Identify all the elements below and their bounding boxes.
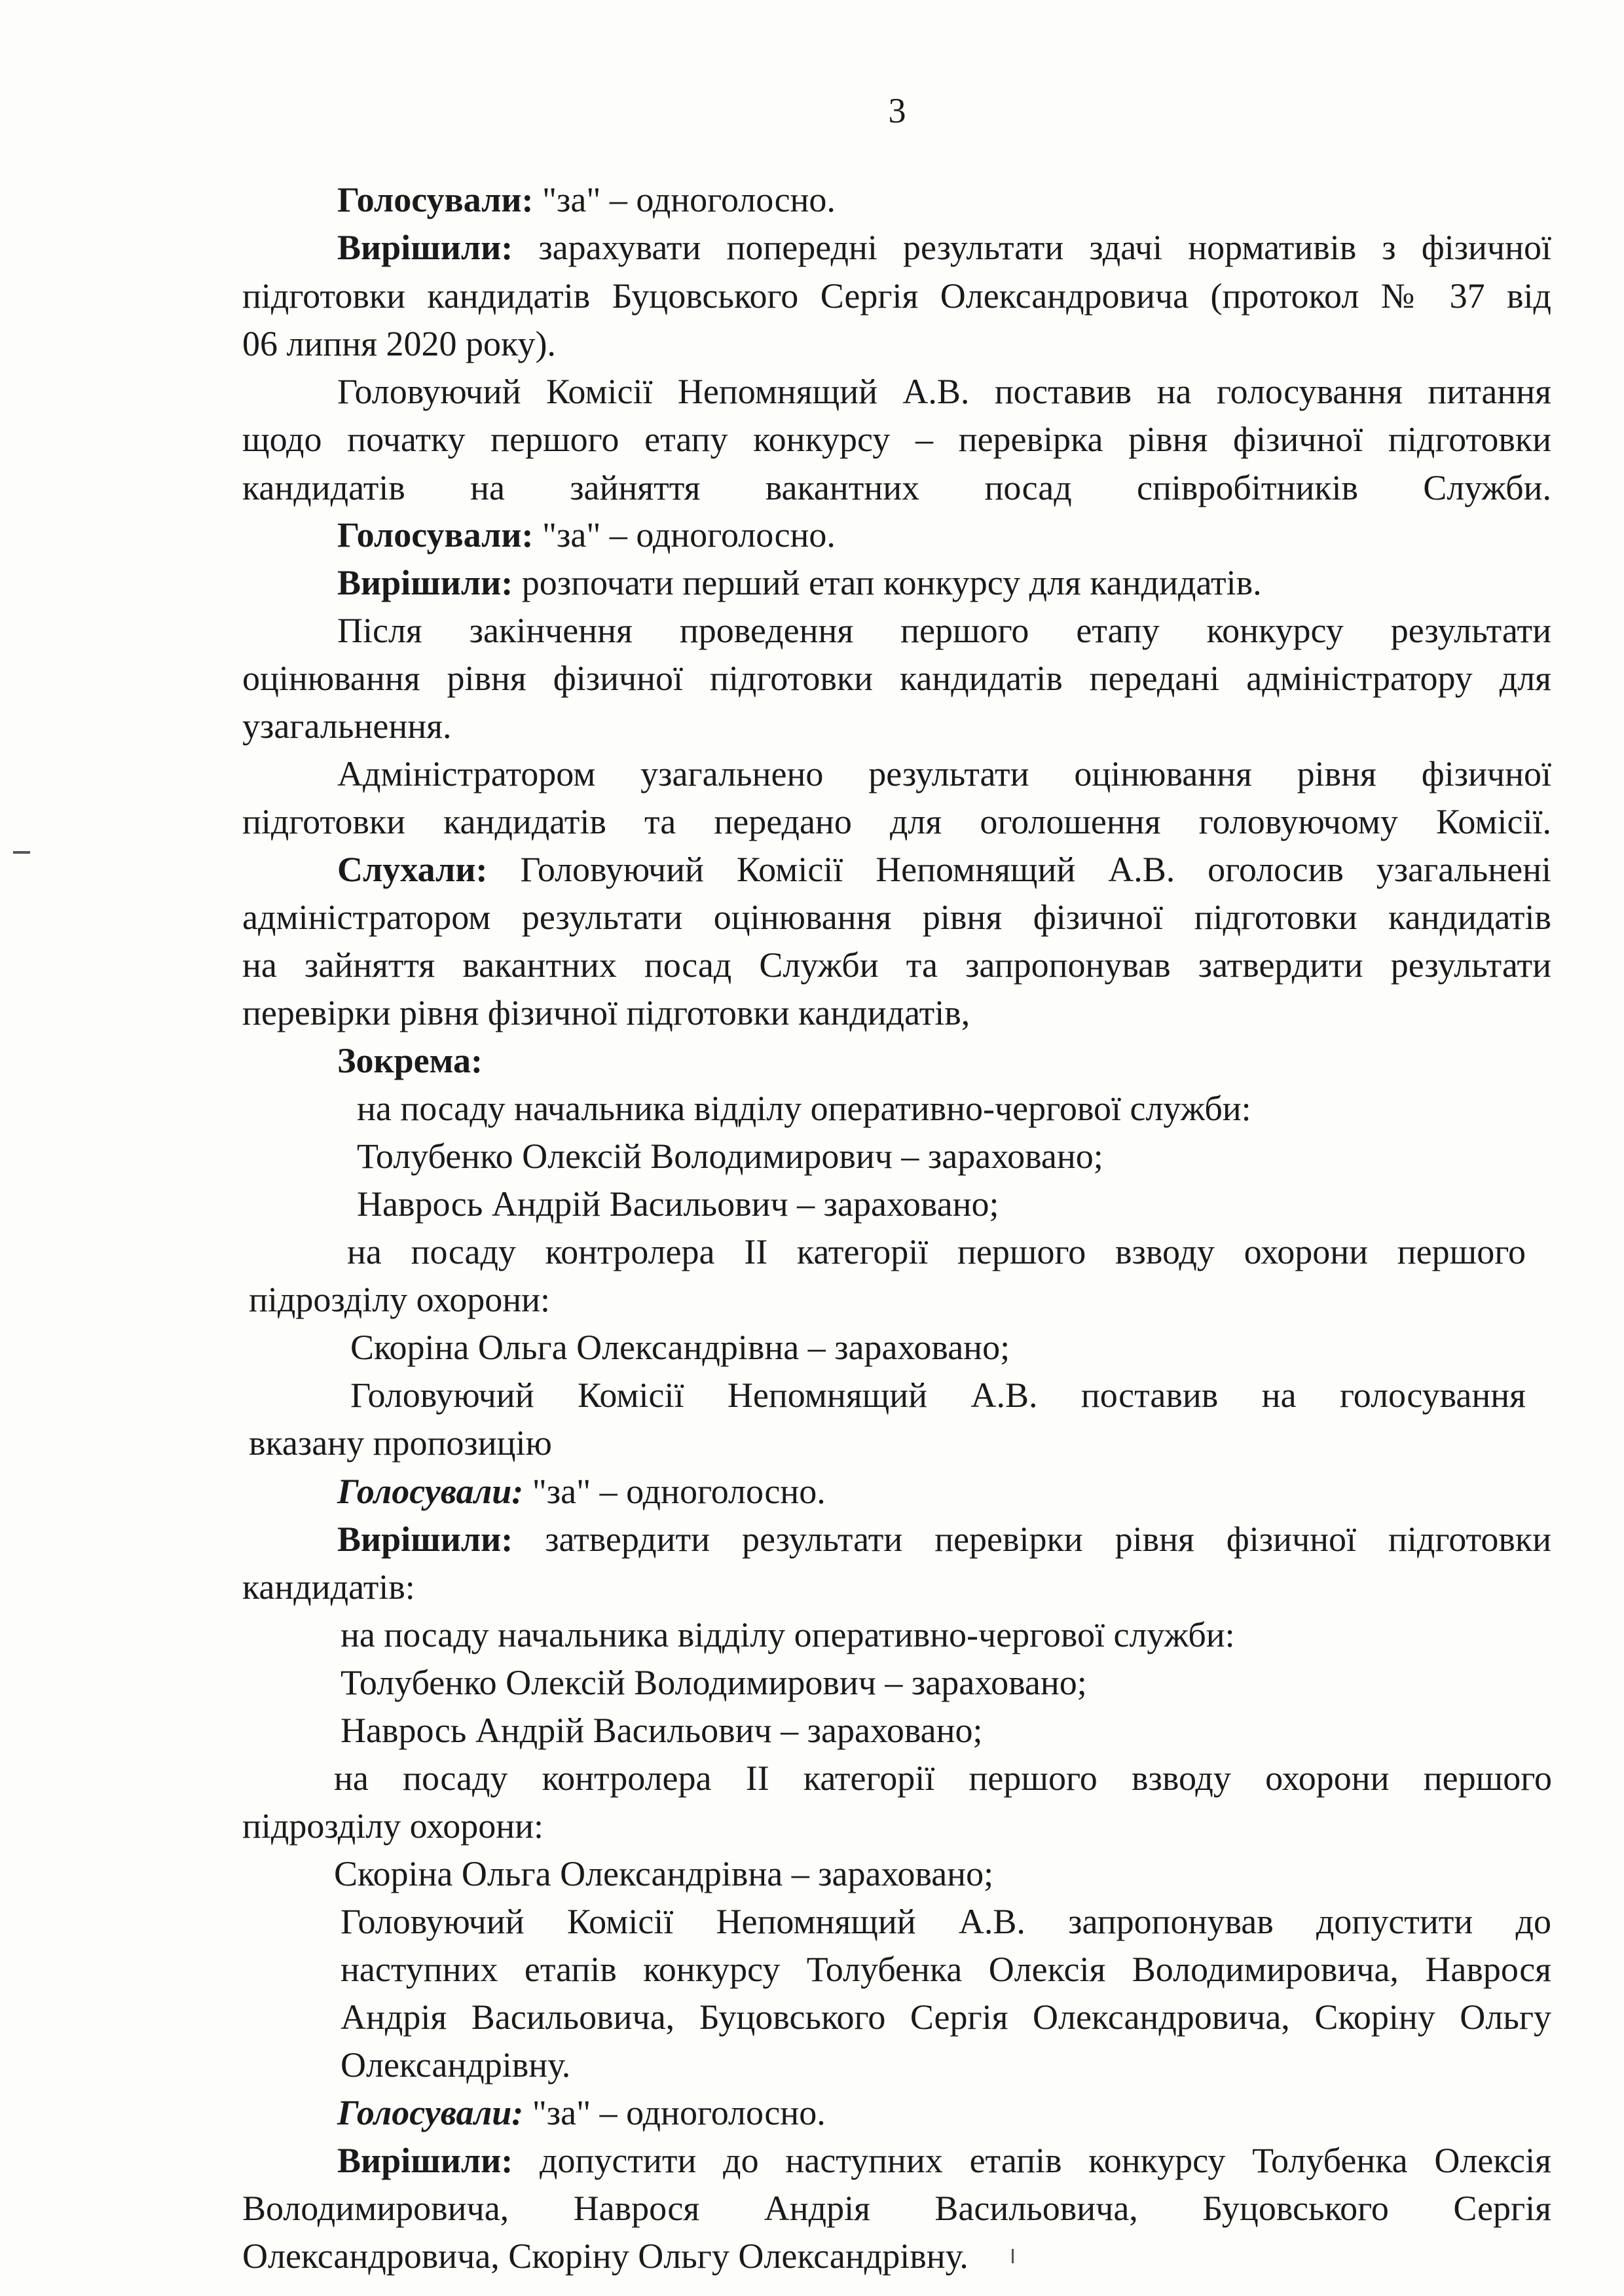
- text-line: [337, 367, 1551, 416]
- text-line: [242, 1563, 415, 1611]
- section-label: Голосували:: [337, 515, 534, 555]
- line-text: вказану пропозицію: [249, 1423, 552, 1463]
- text-line: [242, 702, 451, 750]
- section-label: Голосували:: [337, 2093, 524, 2132]
- text-line: [242, 797, 1551, 846]
- line-text: Толубенко Олексій Володимирович – зараховано;: [341, 1663, 1087, 1702]
- text-line: [357, 1132, 1103, 1180]
- line-text: Головуючий Комісії Непомнящий А.В. запропонував допустити до: [341, 1902, 1551, 1941]
- line-text: на посаду начальника відділу оперативно-чергової служби:: [357, 1089, 1251, 1128]
- text-line: [341, 1993, 1551, 2041]
- text-line: [337, 558, 1262, 607]
- section-label: Вирішили:: [337, 2141, 513, 2180]
- section-label: Слухали:: [337, 850, 488, 889]
- text-line: [337, 1467, 826, 1516]
- line-text: Скоріна Ольга Олександрівна – зараховано;: [350, 1328, 1010, 1367]
- text-line: [337, 223, 1551, 272]
- line-text: розпочати перший етап конкурсу для кандидатів.: [513, 563, 1262, 602]
- line-text: Толубенко Олексій Володимирович – зараховано;: [357, 1137, 1103, 1176]
- text-line: [350, 1371, 1526, 1419]
- line-text: Андрія Васильовича, Буцовського Сергія Олександровича, Скоріну Ольгу: [341, 1997, 1551, 2037]
- line-text: на зайняття вакантних посад Служби та запропонував затвердити результати: [242, 945, 1551, 985]
- scan-mark: [13, 851, 30, 854]
- text-line: [242, 989, 970, 1037]
- line-text: Головуючий Комісії Непомнящий А.В. поставив на голосування: [350, 1376, 1526, 1415]
- text-line: [337, 175, 836, 224]
- line-text: зарахувати попередні результати здачі нормативів з фізичної: [513, 228, 1551, 267]
- line-text: Скоріна Ольга Олександрівна – зараховано;: [334, 1854, 994, 1893]
- line-text: Після закінчення проведення першого етапу конкурсу результати: [337, 611, 1551, 650]
- text-line: [347, 1228, 1526, 1276]
- text-line: [242, 654, 1551, 702]
- line-text: на посаду контролера II категорії першого взводу охорони першого: [347, 1232, 1526, 1271]
- line-text: перевірки рівня фізичної підготовки кандидатів,: [242, 993, 970, 1032]
- section-label: Вирішили:: [337, 563, 513, 602]
- section-label: Вирішили:: [337, 1520, 513, 1559]
- line-text: наступних етапів конкурсу Толубенка Олексія Володимировича, Наврося: [341, 1950, 1551, 1989]
- section-label: Зокрема:: [337, 1041, 483, 1080]
- line-text: кандидатів:: [242, 1567, 415, 1607]
- text-line: [242, 893, 1551, 941]
- line-text: підготовки кандидатів та передано для оголошення головуючому Комісії.: [242, 802, 1551, 841]
- text-line: [337, 2136, 1551, 2185]
- line-text: "за" – одноголосно.: [533, 515, 836, 555]
- text-line: [337, 2088, 826, 2137]
- line-text: щодо початку першого етапу конкурсу – перевірка рівня фізичної підготовки: [242, 420, 1551, 459]
- text-line: [337, 606, 1551, 655]
- line-text: Володимировича, Наврося Андрія Васильовича, Буцовського Сергія: [242, 2189, 1551, 2228]
- text-line: [350, 1323, 1010, 1372]
- line-text: затвердити результати перевірки рівня фізичної підготовки: [513, 1520, 1551, 1559]
- line-text: Головуючий Комісії Непомнящий А.В. поставив на голосування питання: [337, 372, 1551, 411]
- line-text: Олександрівну.: [341, 2045, 571, 2085]
- line-text: Адміністратором узагальнено результати оцінювання рівня фізичної: [337, 754, 1551, 793]
- section-label: Голосували:: [337, 180, 534, 219]
- line-text: узагальнення.: [242, 706, 452, 746]
- section-label: Голосували:: [337, 1472, 524, 1511]
- text-line: [337, 511, 836, 559]
- line-text: підготовки кандидатів Буцовського Сергія Олександровича (протокол № 37 від: [242, 276, 1551, 316]
- text-line: [341, 1611, 1235, 1659]
- line-text: адміністратором результати оцінювання рівня фізичної підготовки кандидатів: [242, 898, 1551, 937]
- text-line: [242, 2184, 1551, 2232]
- line-text: оцінювання рівня фізичної підготовки кандидатів передані адміністратору для: [242, 659, 1551, 698]
- line-text: підрозділу охорони:: [249, 1280, 551, 1319]
- text-line: [357, 1180, 999, 1228]
- scan-mark: [1012, 2249, 1014, 2263]
- text-line: [249, 1419, 552, 1467]
- text-line: [357, 1084, 1251, 1133]
- text-line: [341, 1945, 1551, 1994]
- text-line: [334, 1850, 993, 1898]
- line-text: Головуючий Комісії Непомнящий А.В. оголосив узагальнені: [487, 850, 1551, 889]
- text-line: [341, 2041, 570, 2089]
- line-text: Наврось Андрій Васильович – зараховано;: [357, 1184, 999, 1224]
- text-line: [242, 319, 556, 368]
- page-number: 3: [888, 91, 906, 130]
- line-text: "за" – одноголосно.: [533, 180, 836, 219]
- text-line: [242, 941, 1551, 989]
- text-line: [337, 845, 1551, 894]
- text-line: [334, 1754, 1552, 1802]
- section-label: Вирішили:: [337, 228, 513, 267]
- text-line: [249, 1275, 550, 1324]
- line-text: 06 липня 2020 року).: [242, 324, 556, 363]
- line-text: кандидатів на зайняття вакантних посад співробітників Служби.: [242, 468, 1551, 507]
- line-text: підрозділу охорони:: [242, 1806, 544, 1846]
- text-line: [242, 272, 1551, 320]
- text-line: [337, 1515, 1551, 1563]
- text-line: [242, 415, 1551, 464]
- line-text: на посаду начальника відділу оперативно-чергової служби:: [341, 1615, 1235, 1654]
- line-text: "за" – одноголосно.: [523, 2093, 826, 2132]
- line-text: Олександровича, Скоріну Ольгу Олександрівну.: [242, 2236, 969, 2276]
- text-line: [242, 464, 1551, 512]
- text-line: [242, 1802, 544, 1850]
- text-line: [341, 1897, 1551, 1946]
- text-line: [341, 1706, 983, 1755]
- line-text: на посаду контролера II категорії першого взводу охорони першого: [334, 1758, 1552, 1798]
- text-line: [337, 1036, 483, 1085]
- line-text: допустити до наступних етапів конкурсу Толубенка Олексія: [513, 2141, 1551, 2180]
- line-text: "за" – одноголосно.: [523, 1472, 826, 1511]
- line-text: Наврось Андрій Васильович – зараховано;: [341, 1711, 983, 1750]
- text-line: [341, 1658, 1087, 1707]
- text-line: [242, 2232, 969, 2280]
- text-line: [337, 750, 1551, 798]
